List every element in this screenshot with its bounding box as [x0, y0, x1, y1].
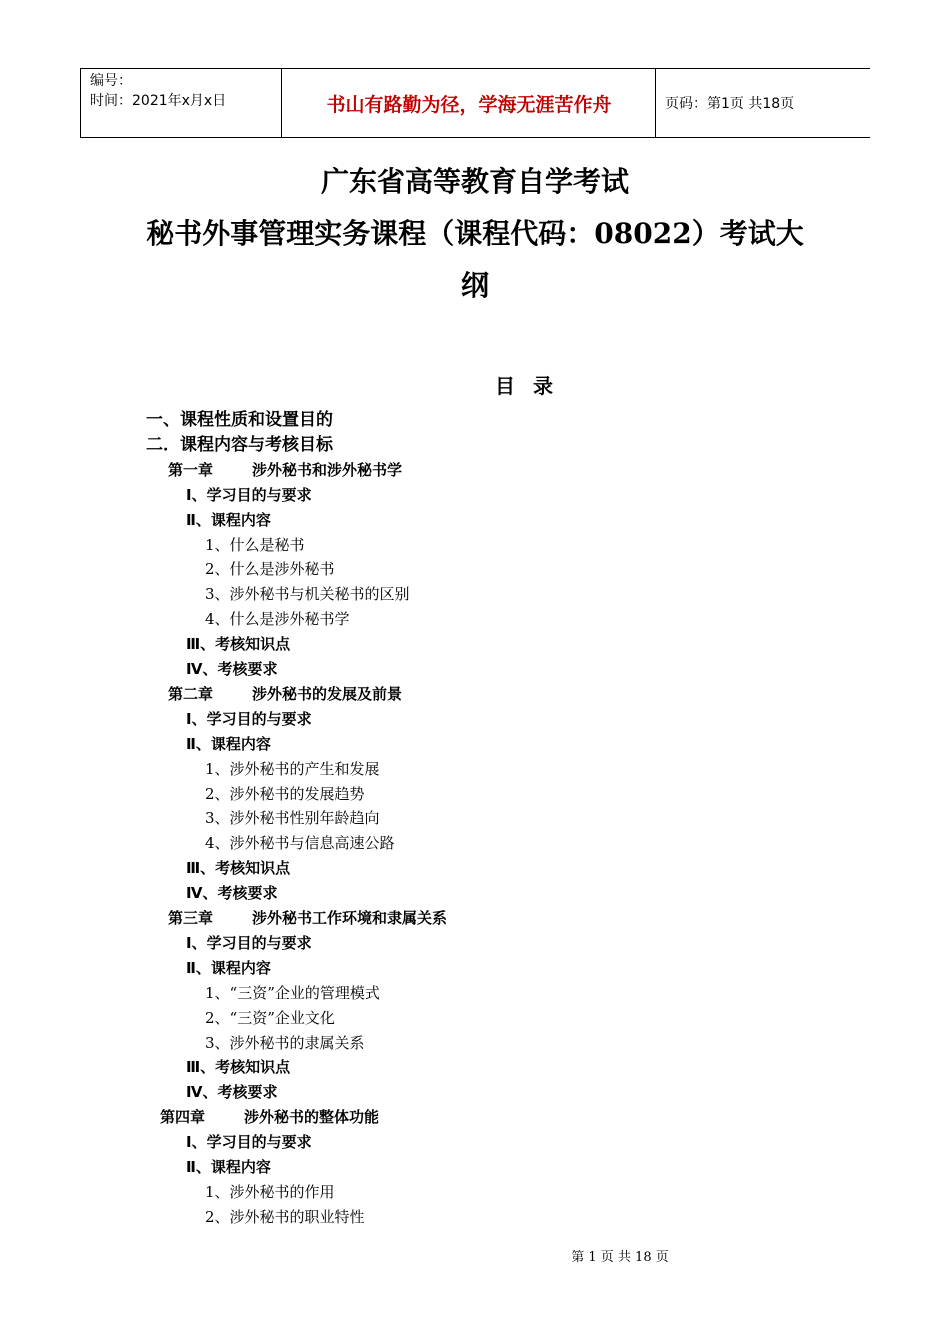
- toc-entry-text: Ⅱ、课程内容: [186, 1158, 271, 1176]
- toc-entry: [205, 1180, 335, 1204]
- toc-entry-text: 1、什么是秘书: [205, 535, 305, 554]
- toc-entry: [205, 557, 335, 581]
- toc-entry: [205, 607, 350, 631]
- toc-entry-text: 一、课程性质和设置目的: [146, 410, 333, 430]
- toc-entry-text: Ⅳ、考核要求: [186, 660, 278, 678]
- toc-entry-text: Ⅱ、课程内容: [186, 510, 271, 529]
- toc-entry-text: 二．课程内容与考核目标: [146, 434, 333, 455]
- toc-entry: [186, 508, 271, 532]
- toc-entry: [186, 1130, 312, 1154]
- toc-entry-text: 涉外秘书的整体功能: [244, 1108, 380, 1127]
- toc-entry: [205, 1031, 365, 1055]
- toc-chapter-number: 第一章: [168, 460, 214, 479]
- toc-entry: [205, 831, 395, 855]
- toc-entry-text: 2、什么是涉外秘书: [205, 560, 335, 579]
- toc-entry-text: Ⅰ、学习目的与要求: [186, 485, 312, 504]
- toc-heading: 目录: [495, 374, 571, 398]
- toc-entry-text: Ⅱ、课程内容: [186, 958, 271, 977]
- toc-entry-text: 1、涉外秘书的作用: [205, 1182, 335, 1201]
- toc-entry-text: 涉外秘书的发展及前景: [252, 684, 403, 703]
- toc-entry-text: 2、“三资”企业文化: [205, 1008, 335, 1027]
- toc-chapter-entry: [168, 682, 402, 706]
- header-divider-2: [655, 69, 656, 137]
- toc-entry-text: Ⅲ、考核知识点: [186, 1058, 291, 1077]
- toc-chapter-entry: [168, 906, 447, 930]
- toc-entry: [186, 856, 290, 880]
- header-border-left: [80, 69, 81, 137]
- toc-entry-text: 3、涉外秘书与机关秘书的区别: [205, 585, 410, 604]
- toc-entry-text: Ⅰ、学习目的与要求: [186, 1133, 312, 1152]
- document-title-line-3: 纲: [460, 269, 489, 302]
- toc-chapter-entry: [160, 1105, 379, 1129]
- header-divider-1: [281, 69, 282, 137]
- toc-entry: [205, 806, 380, 830]
- toc-entry-text: Ⅰ、学习目的与要求: [186, 709, 312, 728]
- toc-entry-text: 2、涉外秘书的职业特性: [205, 1207, 365, 1226]
- document-title-line-2: 秘书外事管理实务课程（课程代码：08022）考试大: [146, 217, 804, 250]
- page-footer: 第 1 页 共 18 页: [571, 1250, 669, 1265]
- toc-entry: [146, 433, 333, 457]
- toc-entry: [186, 632, 290, 656]
- header-time-label: 时间：2021年x月x日: [90, 93, 227, 109]
- toc-entry: [205, 533, 305, 557]
- toc-entry: [205, 782, 365, 806]
- toc-entry: [186, 707, 312, 731]
- header-number-label: 编号：: [90, 73, 132, 89]
- toc-entry-text: Ⅲ、考核知识点: [186, 635, 291, 654]
- toc-entry: [205, 582, 410, 606]
- toc-entry: [205, 1006, 335, 1030]
- toc-entry: [186, 483, 312, 507]
- header-table: [80, 68, 870, 138]
- toc-chapter-entry: [168, 458, 402, 482]
- toc-entry-text: 1、“三资”企业的管理模式: [205, 983, 380, 1002]
- toc-entry-text: 3、涉外秘书的隶属关系: [205, 1033, 365, 1052]
- toc-entry: [186, 732, 271, 756]
- toc-entry: [205, 981, 380, 1005]
- toc-chapter-number: 第四章: [160, 1108, 206, 1127]
- toc-chapter-number: 第二章: [168, 684, 214, 703]
- toc-entry: [186, 956, 271, 980]
- toc-entry: [205, 757, 380, 781]
- toc-entry: [205, 1205, 365, 1229]
- toc-entry: [186, 1055, 290, 1079]
- toc-entry-text: 4、涉外秘书与信息高速公路: [205, 834, 395, 853]
- toc-entry-text: 1、涉外秘书的产生和发展: [205, 759, 380, 778]
- toc-entry: [186, 657, 277, 681]
- toc-entry-text: 涉外秘书工作环境和隶属关系: [252, 909, 448, 927]
- toc-entry-text: Ⅲ、考核知识点: [186, 859, 291, 878]
- toc-entry-text: 4、什么是涉外秘书学: [205, 610, 350, 629]
- toc-entry: [186, 881, 277, 905]
- toc-entry: [146, 408, 333, 432]
- toc-entry: [186, 1080, 277, 1104]
- toc-entry-text: Ⅳ、考核要求: [186, 1083, 278, 1102]
- header-page-label: 页码：第1页 共18页: [665, 96, 795, 112]
- toc-chapter-number: 第三章: [168, 909, 214, 927]
- toc-entry: [186, 931, 312, 955]
- toc-entry-text: Ⅱ、课程内容: [186, 734, 271, 753]
- toc-entry-text: Ⅳ、考核要求: [186, 884, 278, 903]
- header-meta: [90, 71, 226, 111]
- header-motto: 书山有路勤为径，学海无涯苦作舟: [326, 93, 612, 116]
- toc-entry-text: 2、涉外秘书的发展趋势: [205, 784, 365, 803]
- toc-entry-text: Ⅰ、学习目的与要求: [186, 933, 312, 952]
- toc-entry-text: 涉外秘书和涉外秘书学: [252, 460, 403, 479]
- toc-entry-text: 3、涉外秘书性别年龄趋向: [205, 809, 380, 828]
- toc-entry: [186, 1155, 271, 1179]
- document-title-line-1: 广东省高等教育自学考试: [320, 165, 629, 198]
